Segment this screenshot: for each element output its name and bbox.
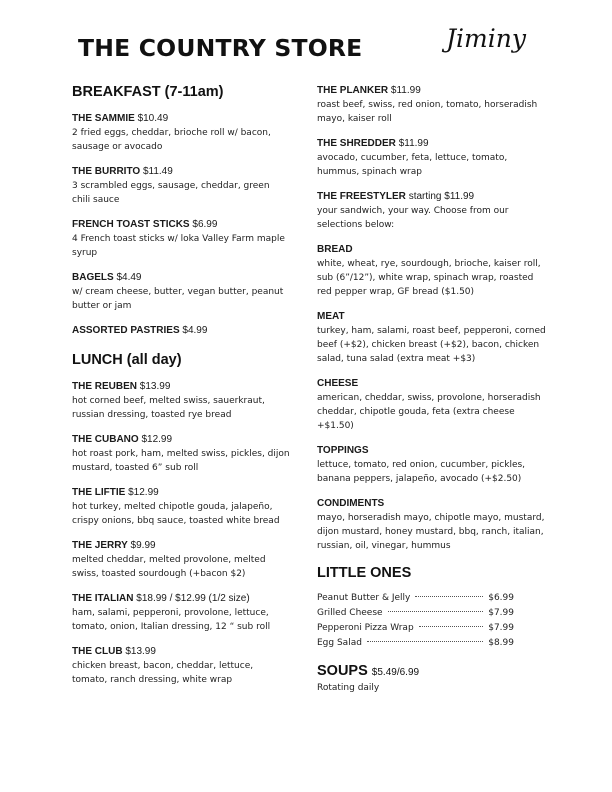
build-option (317, 243, 549, 299)
menu-item (72, 539, 290, 581)
dot-leader (419, 626, 484, 627)
build-option (317, 310, 549, 366)
option-choices: mayo, horseradish mayo, chipotle mayo, mustard, dijon mustard, honey mustard, bbq, ranch, italian, russian, oil, vinegar, hummus (317, 513, 545, 551)
item-price: $13.99 (139, 381, 171, 392)
item-price: $12.99 (141, 434, 173, 445)
menu-header (78, 26, 548, 66)
item-name: Pepperoni Pizza Wrap (317, 623, 414, 633)
item-description: hot corned beef, melted swiss, sauerkraut, russian dressing, toasted rye bread (72, 396, 265, 420)
dot-leader (415, 596, 483, 597)
item-name: THE REUBEN (72, 381, 138, 392)
item-price: $6.99 (488, 593, 514, 603)
menu-item (72, 645, 290, 687)
item-price: $12.99 (128, 487, 159, 498)
soups-note: Rotating daily (317, 683, 380, 693)
item-name: THE ITALIAN (72, 593, 134, 604)
item-name: THE SAMMIE (72, 113, 135, 124)
list-item (317, 621, 514, 636)
right-column (317, 84, 549, 695)
menu-item (317, 84, 549, 126)
item-price: $7.99 (488, 608, 514, 618)
store-name: THE COUNTRY STORE (78, 34, 363, 62)
item-price: $4.99 (182, 325, 208, 336)
list-item (317, 606, 514, 621)
item-name: Peanut Butter & Jelly (317, 593, 411, 603)
item-description: avocado, cucumber, feta, lettuce, tomato, hummus, spinach wrap (317, 153, 508, 177)
menu-item (317, 137, 549, 179)
option-choices: turkey, ham, salami, roast beef, pepperoni, corned beef (+$2), chicken breast (+$2), bacon, chicken salad, tuna salad (extra meat +$3) (317, 326, 546, 364)
item-description: melted cheddar, melted provolone, melted swiss, toasted sourdough (+bacon $2) (72, 555, 266, 579)
item-description: w/ cream cheese, butter, vegan butter, peanut butter or jam (72, 287, 284, 311)
option-choices: white, wheat, rye, sourdough, brioche, kaiser roll, sub (6”/12”), white wrap, spinach wrap, roasted red pepper wrap, GF bread ($1.50) (317, 259, 541, 297)
item-description: your sandwich, your way. Choose from our selections below: (317, 206, 509, 230)
menu-item (72, 271, 290, 313)
item-name: ASSORTED PASTRIES (72, 325, 180, 336)
item-price: $7.99 (488, 623, 514, 633)
build-option (317, 377, 549, 433)
item-description: ham, salami, pepperoni, provolone, lettuce, tomato, onion, Italian dressing, 12 “ sub roll (72, 608, 271, 632)
menu-item (317, 190, 549, 232)
item-price: $4.49 (116, 272, 142, 283)
item-description: 4 French toast sticks w/ loka Valley Farm maple syrup (72, 234, 285, 258)
option-heading: MEAT (317, 311, 345, 322)
item-name: Egg Salad (317, 638, 362, 648)
menu-item (72, 165, 290, 207)
dot-leader (388, 611, 484, 612)
soups-title (317, 663, 549, 679)
item-name: THE BURRITO (72, 166, 141, 177)
left-column (72, 84, 290, 698)
item-price: $13.99 (125, 646, 156, 657)
item-description: roast beef, swiss, red onion, tomato, horseradish mayo, kaiser roll (317, 100, 538, 124)
item-name: BAGELS (72, 272, 114, 283)
item-name: THE FREESTYLER (317, 191, 406, 202)
item-price: $11.99 (390, 85, 421, 96)
item-description: 2 fried eggs, cheddar, brioche roll w/ bacon, sausage or avocado (72, 128, 271, 152)
item-price: $11.99 (398, 138, 429, 149)
item-description: hot roast pork, ham, melted swiss, pickles, dijon mustard, toasted 6” sub roll (72, 449, 290, 473)
item-price: $11.49 (142, 166, 173, 177)
dot-leader (367, 641, 483, 642)
item-name: Grilled Cheese (317, 608, 383, 618)
list-item (317, 591, 514, 606)
option-heading: CONDIMENTS (317, 498, 385, 509)
item-price: $10.49 (137, 113, 169, 124)
little-ones-list (317, 591, 549, 651)
item-name: THE LIFTIE (72, 487, 126, 498)
item-name: THE JERRY (72, 540, 128, 551)
option-choices: lettuce, tomato, red onion, cucumber, pickles, banana peppers, jalapeño, avocado (+$2.50) (317, 460, 526, 484)
item-price: starting $11.99 (408, 191, 475, 202)
option-heading: BREAD (317, 244, 353, 255)
option-heading: TOPPINGS (317, 445, 369, 456)
item-description: hot turkey, melted chipotle gouda, jalapeño, crispy onions, bbq sauce, toasted white bread (72, 502, 280, 526)
item-name: FRENCH TOAST STICKS (72, 219, 190, 230)
item-name: THE PLANKER (317, 85, 389, 96)
menu-item (72, 592, 290, 634)
item-name: THE SHREDDER (317, 138, 396, 149)
build-option (317, 497, 549, 553)
item-price: $8.99 (488, 638, 514, 648)
build-option (317, 444, 549, 486)
item-price: $6.99 (192, 219, 218, 230)
item-price: $9.99 (130, 540, 156, 551)
item-price: $18.99 / $12.99 (1/2 size) (136, 593, 250, 604)
soups-price: $5.49/6.99 (371, 667, 420, 678)
menu-item (72, 486, 290, 528)
item-name: THE CUBANO (72, 434, 139, 445)
option-heading: CHEESE (317, 378, 359, 389)
menu-item (72, 112, 290, 154)
item-description: 3 scrambled eggs, sausage, cheddar, green chili sauce (72, 181, 270, 205)
menu-item (72, 218, 290, 260)
menu-item (72, 380, 290, 422)
option-choices: american, cheddar, swiss, provolone, horseradish cheddar, chipotle gouda, feta (extra cheese +$1.50) (317, 393, 541, 431)
little-ones-title: LITTLE ONES (317, 565, 412, 581)
soups-label: SOUPS (317, 663, 368, 679)
menu-item (72, 433, 290, 475)
breakfast-title: BREAKFAST (7-11am) (72, 84, 224, 100)
item-name: THE CLUB (72, 646, 123, 657)
script-logo-text: Jiminy (446, 24, 526, 53)
menu-item (72, 324, 290, 338)
item-description: chicken breast, bacon, cheddar, lettuce, tomato, ranch dressing, white wrap (72, 661, 254, 685)
lunch-title: LUNCH (all day) (72, 352, 182, 368)
list-item (317, 636, 514, 651)
